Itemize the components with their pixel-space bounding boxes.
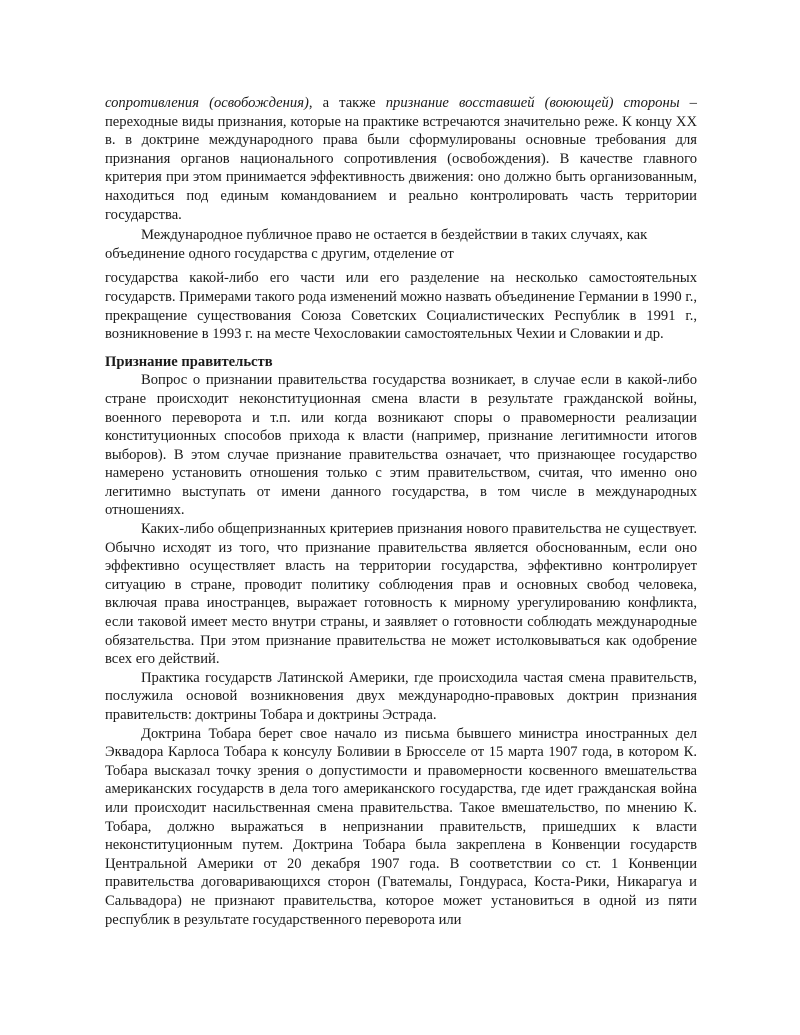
section-heading-government-recognition: Признание правительств [105,353,273,370]
paragraph-state-changes-cont: государства какой-либо его части или его разделение на несколько самостоятельных государств. Примерами такого рода изменений можно назвать объединение Германии в 1990 г., прекращение существования Союза Советских Социалистических Республик в 1991 г., возникновение в 1993 г. на месте Чехословакии самостоятельных Чехии и Словакии и др. [105,270,698,343]
italic-term-resistance: сопротивления (освобождения) [105,95,309,111]
paragraph-criteria: Каких-либо общепризнанных критериев признания нового правительства не существует. Обычно исходят из того, что признание правительства является обоснованным, если оно эффективно осуществляет власть на территории государства, эффективно контролирует ситуацию в стране, проводит политику соблюдения прав и основных свобод человека, включая права иностранцев, выражает готовность к мирному урегулированию конфликта, если таковой имеет место внутри страны, и заявляет о готовности соблюдать международные обязательства. При этом признание правительства не может истолковываться как одобрение всех его действий. [105,521,697,668]
italic-term-belligerent: признание восставшей (воюющей) стороны [385,95,680,111]
paragraph-state-changes-start: Международное публичное право не остается в бездействии в таких случаях, как объединение одного государства с другим, отделение от [105,227,648,262]
text-run: – переходные виды признания, которые на практике встречаются значительно реже. К концу XX в. в доктрине международного права были сформулированы основные требования для признания органов национального сопротивления (освобождения). В качестве главного критерия при этом принимается эффективность движения: оно должно быть организованным, находиться под единым командованием и реально контролировать часть территории государства. [105,95,697,223]
paragraph-transitional-recognition [105,94,697,224]
paragraph-government-recognition: Вопрос о признании правительства государства возникает, в случае если в какой-либо стране происходит неконституционная смена власти в результате гражданской войны, военного переворота и т.п. или когда возникают споры о правомерности реализации конституционных способов прихода к власти (например, признание легитимности итогов выборов). В этом случае признание правительства означает, что признающее государство намерено установить отношения только с этим правительством, считая, что именно оно легитимно выступать от имени данного государства, в том числе в международных отношениях. [105,372,697,519]
paragraph-latin-america-practice: Практика государств Латинской Америки, где происходила частая смена правительств, послужила основой возникновения двух международно-правовых доктрин признания правительств: доктрины Тобара и доктрины Эстрада. [105,669,697,723]
document-page [105,94,697,929]
text-run: , а также [308,95,386,111]
paragraph-tobar-doctrine: Доктрина Тобара берет свое начало из письма бывшего министра иностранных дел Эквадора Карлоса Тобара к консулу Боливии в Брюсселе от 15 марта 1907 года, в котором К. Тобара высказал точку зрения о допустимости и правомерности косвенного вмешательства американских государств в дела того американского государства, где идет гражданская война или происходит насильственная смена правительства. Такое вмешательство, по мнению К. Тобара, должно выражаться в непризнании правительств, пришедших к власти неконституционным путем. Доктрина Тобара была закреплена в Конвенции государств Центральной Америки от 20 декабря 1907 года. В соответствии со ст. 1 Конвенции правительства договаривающихся сторон (Гватемалы, Гондураса, Коста-Рики, Никарагуа и Сальвадора) не признают правительства, которое может установиться в одной из пяти республик в результате государственного переворота или [105,725,697,928]
